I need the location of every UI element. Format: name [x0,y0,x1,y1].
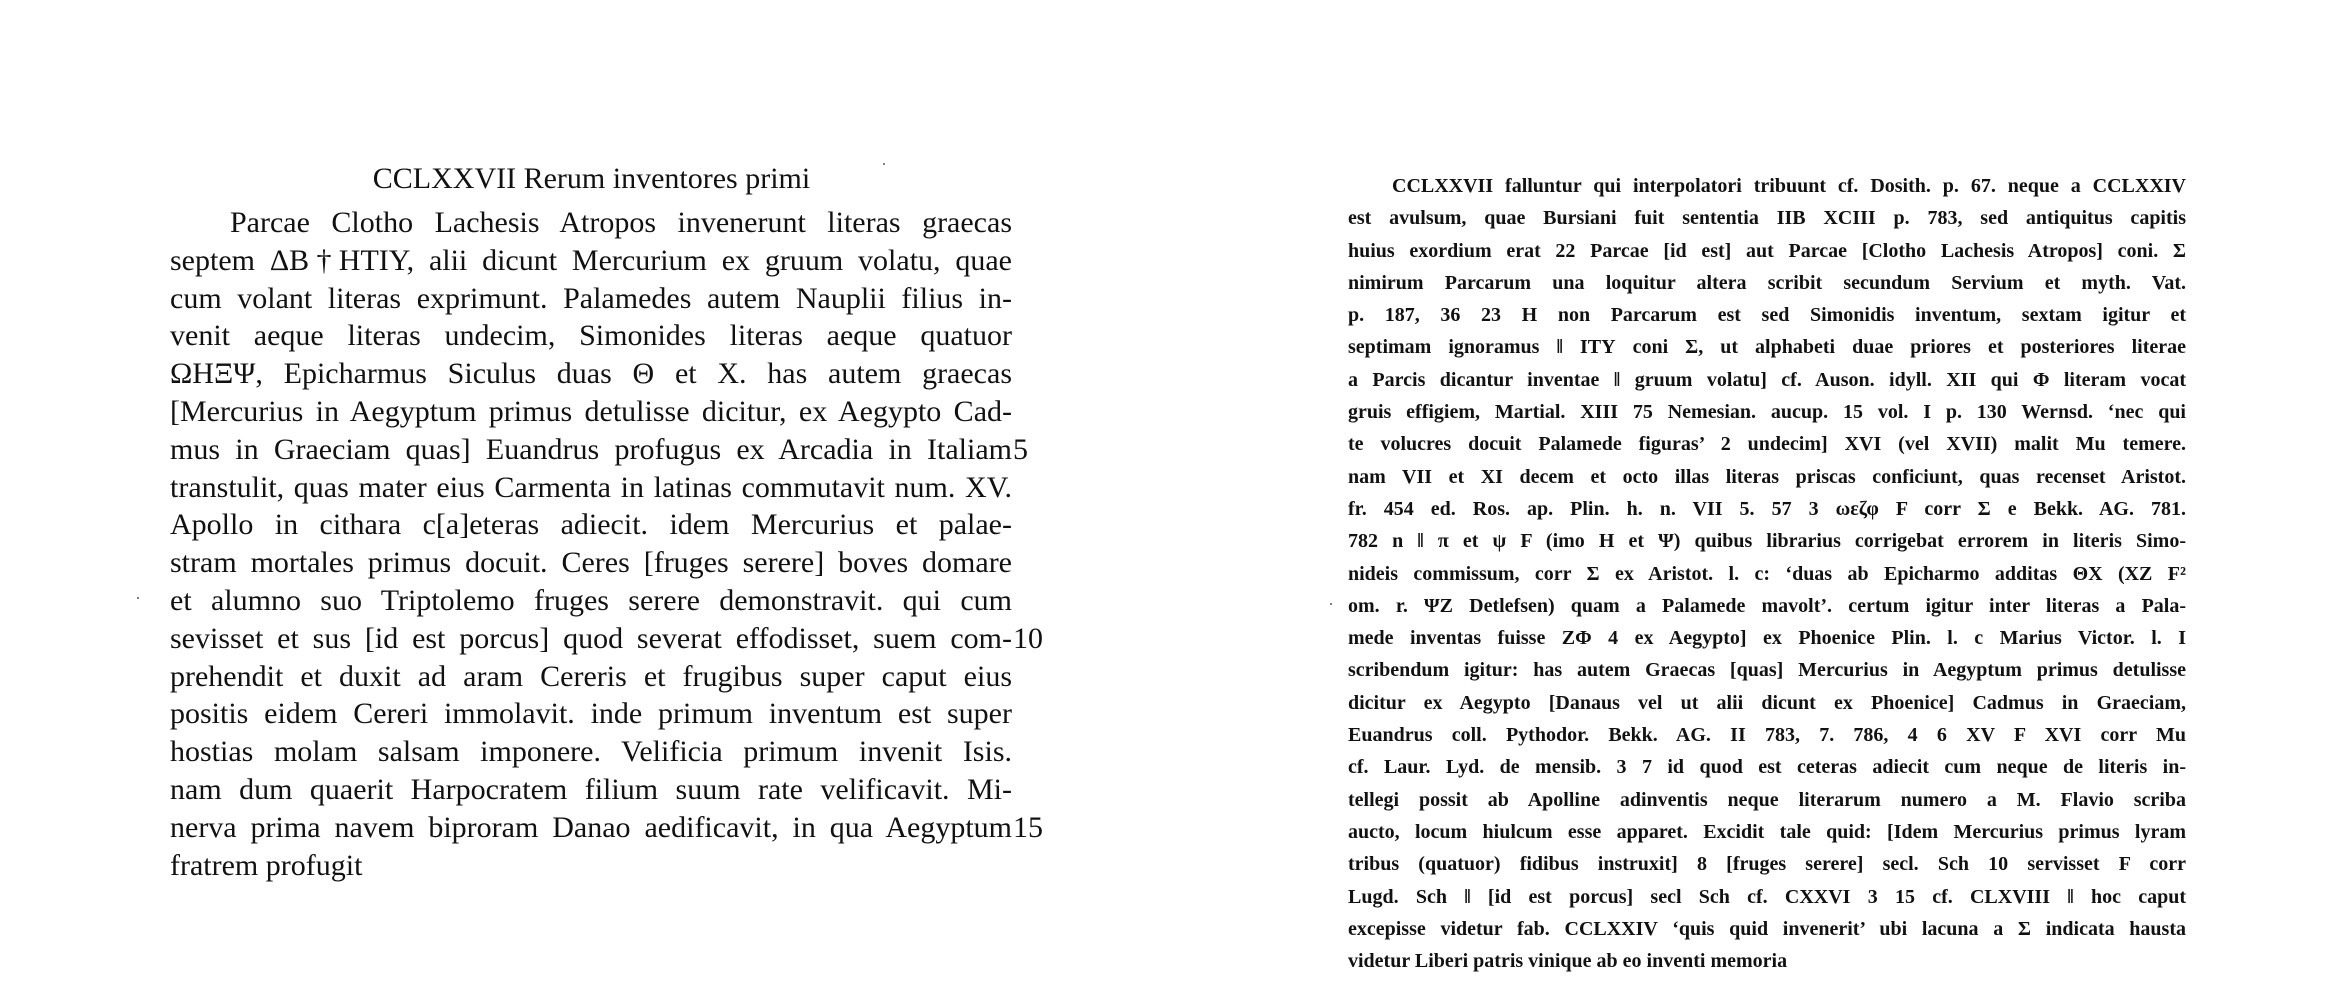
text-line [170,317,1045,355]
note-line [1348,913,2186,945]
note-line [1348,881,2186,913]
note-line [1348,170,2186,202]
note-line-text: mede inventas fuisse ΖΦ 4 ex Aegypto] ex Phoenice Plin. l. c Marius Victor. l. I [1348,627,2186,650]
text-line-text: fratrem profugit [170,848,363,882]
note-line [1348,622,2186,654]
note-line-text: om. r. ΨΖ Detlefsen) quam a Palamede mavolt’. certum igitur inter literas a Pala- [1348,594,2186,617]
text-line [170,544,1045,582]
text-line [170,582,1045,620]
text-line [170,431,1045,469]
note-line [1348,461,2186,493]
note-line-text: septimam ignoramus ‖ ΙΤΥ coni Σ, ut alphabeti duae priores et posteriores literae [1348,336,2186,359]
text-line-text: positis eidem Cereri immolavit. inde primum inventum est super [170,697,1012,731]
text-line [170,733,1045,771]
note-line-text: nimirum Parcarum una loquitur altera scribit secundum Servium et myth. Vat. [1348,271,2186,294]
note-line [1348,364,2186,396]
scan-speck [883,163,885,165]
note-line [1348,816,2186,848]
note-line-text: nideis commissum, corr Σ ex Aristot. l. c: ‘duas ab Epicharmo additas ΘΧ (ΧΖ F² [1348,562,2186,585]
line-number: 10 [1013,621,1043,655]
note-line [1348,945,2186,977]
text-line [170,809,1045,847]
note-line-text: nam VII et XI decem et octo illas literas priscas conficiunt, quas recenset Aristot. [1348,465,2186,488]
note-line [1348,751,2186,783]
note-line [1348,590,2186,622]
note-line-text: gruis effigiem, Martial. XIII 75 Nemesian. aucup. 15 vol. I p. 130 Wernsd. ‘nec qui [1348,401,2186,424]
text-line [170,658,1045,696]
scan-speck [1330,603,1332,605]
note-line-text: tribus (quatuor) fidibus instruxit] 8 [fruges serere] secl. Sch 10 servisset F corr [1348,853,2186,876]
text-line-text: mus in Graeciam quas] Euandrus profugus ex Arcadia in Italiam [170,432,1012,466]
note-line [1348,235,2186,267]
note-line-text: est avulsum, quae Bursiani fuit sententia IIB XCIII p. 783, sed antiquitus capitis [1348,207,2186,230]
text-line [170,355,1045,393]
note-line [1348,493,2186,525]
note-line [1348,428,2186,460]
text-line [170,469,1045,507]
note-line-text: p. 187, 36 23 H non Parcarum est sed Simonidis inventum, sextam igitur et [1348,304,2186,327]
note-line-text: cf. Laur. Lyd. de mensib. 3 7 id quod est ceteras adiecit cum neque de literis in- [1348,756,2186,779]
note-line-text: tellegi possit ab Apolline adinventis neque literarum numero a M. Flavio scriba [1348,788,2186,811]
text-line [170,204,1045,242]
note-line [1348,331,2186,363]
note-line [1348,848,2186,880]
line-number: 15 [1013,810,1043,844]
note-line-text: aucto, locum hiulcum esse apparet. Excidit tale quid: [Idem Mercurius primus lyram [1348,820,2186,843]
note-line-text: huius exordium erat 22 Parcae [id est] aut Parcae [Clotho Lachesis Atropos] coni. Σ [1348,239,2186,262]
apparatus-body [1348,170,2186,977]
text-line-text: septem ΔΒ†ΗΤΙΥ, alii dicunt Mercurium ex gruum volatu, quae [170,243,1012,277]
text-line [170,771,1045,809]
text-line-text: [Mercurius in Aegyptum primus detulisse dicitur, ex Aegypto Cad- [170,394,1012,428]
text-line [170,242,1045,280]
text-line-text: hostias molam salsam imponere. Velificia primum invenit Isis. [170,735,1012,769]
left-page-main-text [170,160,1045,884]
text-line-text: venit aeque literas undecim, Simonides literas aeque quatuor [170,319,1012,353]
text-line-text: cum volant literas exprimunt. Palamedes autem Nauplii filius in- [170,281,1012,315]
text-line [170,506,1045,544]
text-line-text: prehendit et duxit ad aram Cereris et frugibus super caput eius [170,659,1012,693]
note-line-text: excepisse videtur fab. CCLXXIV ‘quis quid invenerit’ ubi lacuna a Σ indicata hausta [1348,917,2186,940]
scan-speck [137,597,139,599]
note-line-text: scribendum igitur: has autem Graecas [quas] Mercurius in Aegyptum primus detulisse [1348,659,2186,682]
note-line [1348,267,2186,299]
text-line-text: ΩΗΞΨ, Epicharmus Siculus duas Θ et Χ. has autem graecas [170,357,1012,391]
note-line [1348,784,2186,816]
note-line-text: te volucres docuit Palamede figuras’ 2 undecim] XVI (vel XVII) malit Mu temere. [1348,433,2186,456]
right-page-apparatus [1348,170,2186,977]
text-line [170,620,1045,658]
note-line-text: a Parcis dicantur inventae ‖ gruum volatu] cf. Auson. idyll. XII qui Φ literam vocat [1348,368,2186,391]
text-line-text: stram mortales primus docuit. Ceres [fruges serere] boves domare [170,546,1012,580]
chapter-title: CCLXXVII Rerum inventores primi [372,162,811,195]
note-line [1348,396,2186,428]
note-line-text: 782 n ‖ π et ψ F (imo H et Ψ) quibus librarius corrigebat errorem in literis Simo- [1348,530,2186,553]
note-line [1348,202,2186,234]
text-line-text: Apollo in cithara c[a]eteras adiecit. idem Mercurius et palae- [170,508,1012,542]
main-text-body [170,204,1045,884]
note-line-text: CCLXXVII falluntur qui interpolatori tribuunt cf. Dosith. p. 67. neque a CCLXXIV [1392,175,2186,197]
text-line [170,393,1045,431]
text-line-text: sevisset et sus [id est porcus] quod severat effodisset, suem com- [170,621,1012,655]
note-line-text: Lugd. Sch ‖ [id est porcus] secl Sch cf. CXXVI 3 15 cf. CLXVIII ‖ hoc caput [1348,885,2186,908]
text-line [170,847,1045,885]
note-line [1348,299,2186,331]
line-number: 5 [1013,432,1028,466]
note-line-text: fr. 454 ed. Ros. ap. Plin. h. n. VII 5. 57 3 ωεζφ F corr Σ e Bekk. AG. 781. [1348,497,2186,520]
text-line-text: transtulit, quas mater eius Carmenta in latinas commutavit num. XV. [170,470,1012,504]
text-line-text: nerva prima navem biproram Danao aedificavit, in qua Aegyptum [170,810,1012,844]
note-line [1348,687,2186,719]
text-line-text: nam dum quaerit Harpocratem filium suum rate velificavit. Mi- [170,772,1012,806]
note-line-text: dicitur ex Aegypto [Danaus vel ut alii dicunt ex Phoenice] Cadmus in Graeciam, [1348,691,2186,714]
note-line-text: Euandrus coll. Pythodor. Bekk. AG. II 783, 7. 786, 4 6 XV F XVI corr Mu [1348,724,2186,747]
note-line [1348,719,2186,751]
text-line [170,695,1045,733]
note-line [1348,654,2186,686]
note-line-text: videtur Liberi patris vinique ab eo inventi memoria [1348,950,1788,973]
note-line [1348,558,2186,590]
text-line-text: et alumno suo Triptolemo fruges serere demonstravit. qui cum [170,583,1012,617]
note-line [1348,525,2186,557]
text-line [170,280,1045,318]
text-line-text: Parcae Clotho Lachesis Atropos invenerunt literas graecas [230,206,1012,239]
